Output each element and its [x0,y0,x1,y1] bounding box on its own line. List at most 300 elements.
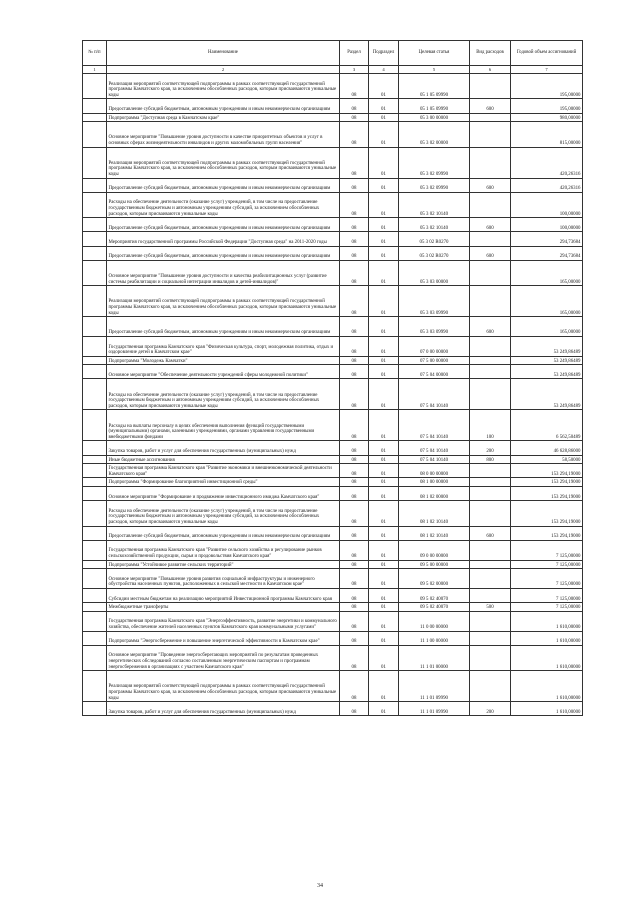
table-row [83,611,583,631]
table-row [83,122,583,147]
table-row [83,540,583,560]
row-razdel: 08 [340,645,369,670]
row-podrazdel: 01 [369,232,399,246]
row-expense-type [470,560,511,569]
row-expense-type [470,671,511,702]
row-expense-type: 200 [470,702,511,716]
row-podrazdel: 01 [369,379,399,410]
row-amount: 980,00000 [511,113,583,122]
row-amount: 420,26316 [511,147,583,178]
row-podrazdel: 01 [369,246,399,260]
row-number [83,464,107,478]
row-razdel: 08 [340,122,369,147]
table-body [83,74,583,716]
row-name: Предоставление субсидий бюджетным, автономным учреждениям и иным некоммерческим организациям [107,178,340,192]
row-target-article: 05 1 05 09990 [399,99,470,113]
row-target-article: 05 3 02 R0270 [399,246,470,260]
header-name: Наименование [107,41,340,66]
row-target-article: 09 5 00 00000 [399,560,470,569]
row-razdel: 08 [340,560,369,569]
row-razdel: 08 [340,603,369,612]
row-expense-type [470,631,511,645]
row-expense-type [470,365,511,379]
row-amount: 165,00000 [511,260,583,285]
row-amount: 7 125,00000 [511,560,583,569]
table-row [83,569,583,589]
row-name: Реализация мероприятий соответствующей подпрограммы в рамках соответствующей государственной программы Камчатского края, за исключением обособленных расходов, которым присваиваются уникальные коды [107,147,340,178]
row-amount: 294,73684 [511,246,583,260]
table-row [83,671,583,702]
row-razdel: 08 [340,410,369,441]
row-number [83,560,107,569]
row-name: Государственная программа Камчатского края "Развитие экономики и внешнеэкономической деятельности Камчатского края" [107,464,340,478]
row-expense-type: 200 [470,441,511,455]
table-row [83,464,583,478]
row-razdel: 08 [340,113,369,122]
row-podrazdel: 01 [369,588,399,602]
row-number [83,246,107,260]
row-number [83,441,107,455]
table-row [83,99,583,113]
budget-sheet [82,40,582,716]
row-target-article: 07 0 00 00000 [399,336,470,356]
column-number: 7 [511,66,583,74]
table-row [83,478,583,487]
row-razdel: 08 [340,702,369,716]
row-expense-type [470,356,511,365]
row-name: Расходы на обеспечение деятельности (оказание услуг) учреждений, в том числе на предоставление государственным бюджетным и автономным учреждениям субсидий, за исключением обособленных расходов, которым присваиваются уникальные коды [107,501,340,526]
row-amount: 294,73684 [511,232,583,246]
table-row [83,260,583,285]
row-expense-type: 600 [470,246,511,260]
row-number [83,356,107,365]
row-target-article: 07 5 04 10140 [399,455,470,464]
row-number [83,178,107,192]
row-podrazdel: 01 [369,540,399,560]
row-podrazdel: 01 [369,671,399,702]
row-name: Основное мероприятие "Повышение уровня доступности в качестве приоритетных объектов и услуг в основных сферах жизнедеятельности инвалидов и других маломобильных групп населения" [107,122,340,147]
row-number [83,336,107,356]
row-number [83,487,107,501]
table-row [83,218,583,232]
row-razdel: 08 [340,192,369,217]
row-razdel: 08 [340,147,369,178]
row-expense-type: 600 [470,99,511,113]
row-amount: 1 610,00000 [511,631,583,645]
row-razdel: 08 [340,487,369,501]
row-number [83,526,107,540]
column-number: 5 [399,66,470,74]
row-podrazdel: 01 [369,286,399,317]
row-amount: 53 249,86489 [511,336,583,356]
row-number [83,611,107,631]
row-name: Реализация мероприятий соответствующей подпрограммы в рамках соответствующей государственной программы Камчатского края, за исключением обособленных расходов, которым присваиваются уникальные коды [107,286,340,317]
row-podrazdel: 01 [369,702,399,716]
row-amount: 53 249,86489 [511,356,583,365]
table-row [83,560,583,569]
row-name: Государственная программа Камчатского края "Развитие сельского хозяйства и регулирование рынков сельскохозяйственной продукции, сырья и продовольствия Камчатского края" [107,540,340,560]
row-name: Основное мероприятие "Повышение уровня доступности и качества реабилитационных услуг (развитие системы реабилитации и социальной интеграции инвалидов и детей-инвалидов)" [107,260,340,285]
row-podrazdel: 01 [369,113,399,122]
table-row [83,113,583,122]
row-number [83,260,107,285]
row-podrazdel: 01 [369,501,399,526]
row-expense-type [470,588,511,602]
row-podrazdel: 01 [369,74,399,99]
row-razdel: 08 [340,464,369,478]
row-name: Иные бюджетные ассигнования [107,455,340,464]
row-amount: 153 294,19000 [511,501,583,526]
row-target-article: 05 3 02 R0270 [399,232,470,246]
row-expense-type [470,260,511,285]
row-expense-type: 600 [470,178,511,192]
table-row [83,246,583,260]
row-amount: 1 610,00000 [511,645,583,670]
row-razdel: 08 [340,317,369,337]
row-expense-type [470,569,511,589]
row-expense-type [470,379,511,410]
row-amount: 1 610,00000 [511,611,583,631]
row-name: Основное мероприятие "Повышение уровня развития социальной инфраструктуры и инженерного обустройства населенных пунктов, расположенных в сельской местности в Камчатском крае" [107,569,340,589]
row-podrazdel: 01 [369,410,399,441]
header-number: № п/п [83,41,107,66]
row-expense-type [470,192,511,217]
table-row [83,317,583,337]
row-number [83,232,107,246]
row-number [83,603,107,612]
row-name: Подпрограмма "Доступная среда в Камчатском крае" [107,113,340,122]
row-target-article: 05 1 05 09990 [399,74,470,99]
row-number [83,671,107,702]
row-name: Расходы на выплаты персоналу в целях обеспечения выполнения функций государственными (муниципальными) органами, казенными учреждениями, органами управления государственными внебюджетными фондами [107,410,340,441]
row-target-article: 08 1 00 00000 [399,478,470,487]
row-name: Межбюджетные трансферты [107,603,340,612]
row-number [83,122,107,147]
row-amount: 7 125,00000 [511,588,583,602]
row-target-article: 09 5 02 40070 [399,588,470,602]
header-expense-type: Вид расходов [470,41,511,66]
row-target-article: 11 1 00 00000 [399,631,470,645]
row-podrazdel: 01 [369,122,399,147]
row-podrazdel: 01 [369,560,399,569]
row-number [83,455,107,464]
row-target-article: 05 3 02 09990 [399,147,470,178]
table-row [83,336,583,356]
row-target-article: 11 1 01 09990 [399,671,470,702]
row-razdel: 08 [340,379,369,410]
row-name: Закупка товаров, работ и услуг для обеспечения государственных (муниципальных) нужд [107,441,340,455]
row-number [83,631,107,645]
table-row [83,74,583,99]
row-target-article: 05 3 03 09990 [399,286,470,317]
table-row [83,410,583,441]
row-razdel: 08 [340,336,369,356]
row-target-article: 05 3 00 00000 [399,113,470,122]
header-annual-amount: Годовой объем ассигнований [511,41,583,66]
row-expense-type [470,336,511,356]
row-amount: 420,26316 [511,178,583,192]
row-target-article: 07 5 04 10140 [399,379,470,410]
row-expense-type: 600 [470,526,511,540]
row-expense-type [470,487,511,501]
row-podrazdel: 01 [369,192,399,217]
row-razdel: 08 [340,569,369,589]
column-number-row [83,66,583,74]
row-razdel: 08 [340,671,369,702]
column-number: 6 [470,66,511,74]
row-number [83,113,107,122]
column-number: 1 [83,66,107,74]
row-amount: 100,00000 [511,192,583,217]
row-razdel: 08 [340,74,369,99]
table-row [83,588,583,602]
table-row [83,603,583,612]
row-razdel: 08 [340,526,369,540]
table-row [83,379,583,410]
row-target-article: 08 0 00 00000 [399,464,470,478]
row-expense-type [470,478,511,487]
column-number: 2 [107,66,340,74]
row-podrazdel: 01 [369,487,399,501]
table-row [83,631,583,645]
row-expense-type: 600 [470,218,511,232]
row-podrazdel: 01 [369,478,399,487]
row-podrazdel: 01 [369,611,399,631]
table-row [83,365,583,379]
row-amount: 100,00000 [511,218,583,232]
row-name: Подпрограмма "Формирование благоприятной инвестиционной среды" [107,478,340,487]
column-number: 4 [369,66,399,74]
row-number [83,317,107,337]
row-razdel: 08 [340,178,369,192]
row-expense-type [470,540,511,560]
row-amount: 165,00000 [511,317,583,337]
row-name: Предоставление субсидий бюджетным, автономным учреждениям и иным некоммерческим организациям [107,317,340,337]
row-number [83,218,107,232]
row-number [83,365,107,379]
row-number [83,478,107,487]
table-row [83,147,583,178]
row-expense-type: 600 [470,317,511,337]
row-target-article: 05 3 03 00000 [399,260,470,285]
row-razdel: 08 [340,99,369,113]
row-expense-type [470,645,511,670]
row-amount: 195,00000 [511,99,583,113]
row-name: Реализация мероприятий соответствующей подпрограммы в рамках соответствующей государственной программы Камчатского края, за исключением обособленных расходов, которым присваиваются уникальные коды [107,671,340,702]
row-amount: 7 125,00000 [511,603,583,612]
table-row [83,526,583,540]
table-row [83,356,583,365]
table-row [83,501,583,526]
table-row [83,645,583,670]
row-expense-type: 100 [470,410,511,441]
row-expense-type [470,113,511,122]
table-row [83,487,583,501]
row-podrazdel: 01 [369,441,399,455]
row-target-article: 09 5 02 00000 [399,569,470,589]
row-razdel: 08 [340,455,369,464]
row-podrazdel: 01 [369,631,399,645]
row-name: Предоставление субсидий бюджетным, автономным учреждениям и иным некоммерческим организациям [107,526,340,540]
row-number [83,192,107,217]
row-number [83,379,107,410]
row-amount: 58,50000 [511,455,583,464]
row-podrazdel: 01 [369,147,399,178]
row-target-article: 08 1 02 10140 [399,526,470,540]
row-name: Подпрограмма "Энергосбережение и повышение энергетической эффективности в Камчатском крае" [107,631,340,645]
row-podrazdel: 01 [369,356,399,365]
row-target-article: 11 0 00 00000 [399,611,470,631]
row-amount: 153 294,19000 [511,464,583,478]
row-number [83,410,107,441]
row-target-article: 07 5 04 10140 [399,410,470,441]
row-podrazdel: 01 [369,464,399,478]
row-expense-type: 800 [470,455,511,464]
row-amount: 153 294,19000 [511,478,583,487]
table-row [83,441,583,455]
row-razdel: 08 [340,218,369,232]
row-razdel: 08 [340,441,369,455]
row-podrazdel: 01 [369,569,399,589]
row-name: Закупка товаров, работ и услуг для обеспечения государственных (муниципальных) нужд [107,702,340,716]
row-razdel: 08 [340,232,369,246]
row-name: Основное мероприятие "Обеспечение деятельности учреждений сферы молодежной политики" [107,365,340,379]
row-amount: 53 249,86489 [511,379,583,410]
row-podrazdel: 01 [369,336,399,356]
row-expense-type [470,232,511,246]
row-razdel: 08 [340,631,369,645]
row-name: Расходы на обеспечение деятельности (оказание услуг) учреждений, в том числе на предоставление государственным бюджетным и автономным учреждениям субсидий, за исключением обособленных расходов, которым присваиваются уникальные коды [107,379,340,410]
row-expense-type [470,501,511,526]
row-target-article: 05 3 02 09990 [399,178,470,192]
row-name: Предоставление субсидий бюджетным, автономным учреждениям и иным некоммерческим организациям [107,246,340,260]
row-expense-type [470,74,511,99]
row-razdel: 08 [340,365,369,379]
row-target-article: 07 5 00 00000 [399,356,470,365]
row-name: Основное мероприятие "Проведение энергосберегающих мероприятий по результатам проведенных энергетических обследований согласно составленным энергетическим паспортам и программам энергосбережения в организациях с участием Камчатского края" [107,645,340,670]
row-amount: 1 610,00000 [511,671,583,702]
row-podrazdel: 01 [369,317,399,337]
row-expense-type [470,286,511,317]
row-razdel: 08 [340,286,369,317]
row-target-article: 05 3 02 00000 [399,122,470,147]
row-amount: 46 628,86000 [511,441,583,455]
row-expense-type: 500 [470,603,511,612]
row-razdel: 08 [340,478,369,487]
row-name: Подпрограмма "Молодежь Камчатки" [107,356,340,365]
header-target-article: Целевая статья [399,41,470,66]
row-expense-type [470,147,511,178]
row-amount: 1 610,00000 [511,702,583,716]
row-target-article: 07 5 04 00000 [399,365,470,379]
row-name: Подпрограмма "Устойчивое развитие сельских территорий" [107,560,340,569]
row-number [83,286,107,317]
row-target-article: 05 3 03 09990 [399,317,470,337]
row-target-article: 07 5 04 10140 [399,441,470,455]
row-amount: 7 125,00000 [511,540,583,560]
row-podrazdel: 01 [369,99,399,113]
row-podrazdel: 01 [369,365,399,379]
row-razdel: 08 [340,540,369,560]
row-target-article: 05 3 02 10140 [399,192,470,217]
row-razdel: 08 [340,588,369,602]
table-row [83,455,583,464]
row-target-article: 09 0 00 00000 [399,540,470,560]
row-name: Предоставление субсидий бюджетным, автономным учреждениям и иным некоммерческим организациям [107,99,340,113]
row-razdel: 08 [340,246,369,260]
row-amount: 153 294,19000 [511,526,583,540]
row-name: Государственная программа Камчатского края "Энергоэффективность, развитие энергетики и коммунального хозяйства, обеспечение жителей населенных пунктов Камчатского края коммунальными услугами" [107,611,340,631]
row-number [83,99,107,113]
row-name: Субсидии местным бюджетам на реализацию мероприятий Инвестиционной программы Камчатского края [107,588,340,602]
row-name: Мероприятия государственной программы Российской Федерации "Доступная среда" на 2011-2020 годы [107,232,340,246]
row-podrazdel: 01 [369,178,399,192]
row-name: Расходы на обеспечение деятельности (оказание услуг) учреждений, в том числе на предоставление государственным бюджетным и автономным учреждениям субсидий, за исключением обособленных расходов, которым присваиваются уникальные коды [107,192,340,217]
page-number: 34 [317,883,323,889]
row-podrazdel: 01 [369,218,399,232]
table-row [83,286,583,317]
row-podrazdel: 01 [369,455,399,464]
row-number [83,540,107,560]
row-podrazdel: 01 [369,645,399,670]
row-name: Государственная программа Камчатского края "Физическая культура, спорт, молодежная политика, отдых и оздоровление детей в Камчатском крае" [107,336,340,356]
row-razdel: 08 [340,611,369,631]
row-number [83,147,107,178]
row-name: Реализация мероприятий соответствующей подпрограммы в рамках соответствующей государственной программы Камчатского края, за исключением обособленных расходов, которым присваиваются уникальные коды [107,74,340,99]
row-number [83,588,107,602]
header-razdel: Раздел [340,41,369,66]
row-amount: 195,00000 [511,74,583,99]
row-name: Основное мероприятие "Формирование и продвижение инвестиционного имиджа Камчатского края" [107,487,340,501]
row-target-article: 09 5 02 40070 [399,603,470,612]
row-amount: 53 249,86489 [511,365,583,379]
budget-table [82,40,583,716]
row-podrazdel: 01 [369,260,399,285]
header-podrazdel: Подраздел [369,41,399,66]
row-number [83,645,107,670]
row-target-article: 08 1 02 00000 [399,487,470,501]
row-amount: 153 294,19000 [511,487,583,501]
row-expense-type [470,611,511,631]
row-amount: 7 125,00000 [511,569,583,589]
row-target-article: 05 3 02 10140 [399,218,470,232]
row-razdel: 08 [340,356,369,365]
row-podrazdel: 01 [369,526,399,540]
row-amount: 165,00000 [511,286,583,317]
row-number [83,702,107,716]
row-amount: 815,00000 [511,122,583,147]
row-razdel: 08 [340,501,369,526]
row-podrazdel: 01 [369,603,399,612]
row-expense-type [470,122,511,147]
row-number [83,74,107,99]
row-name: Предоставление субсидий бюджетным, автономным учреждениям и иным некоммерческим организациям [107,218,340,232]
row-razdel: 08 [340,260,369,285]
row-target-article: 11 1 01 09990 [399,702,470,716]
row-target-article: 11 1 01 00000 [399,645,470,670]
table-row [83,232,583,246]
column-number: 3 [340,66,369,74]
row-target-article: 08 1 02 10140 [399,501,470,526]
row-amount: 6 562,50489 [511,410,583,441]
row-number [83,501,107,526]
row-expense-type [470,464,511,478]
table-row [83,178,583,192]
table-row [83,702,583,716]
row-number [83,569,107,589]
header-row [83,41,583,66]
table-row [83,192,583,217]
